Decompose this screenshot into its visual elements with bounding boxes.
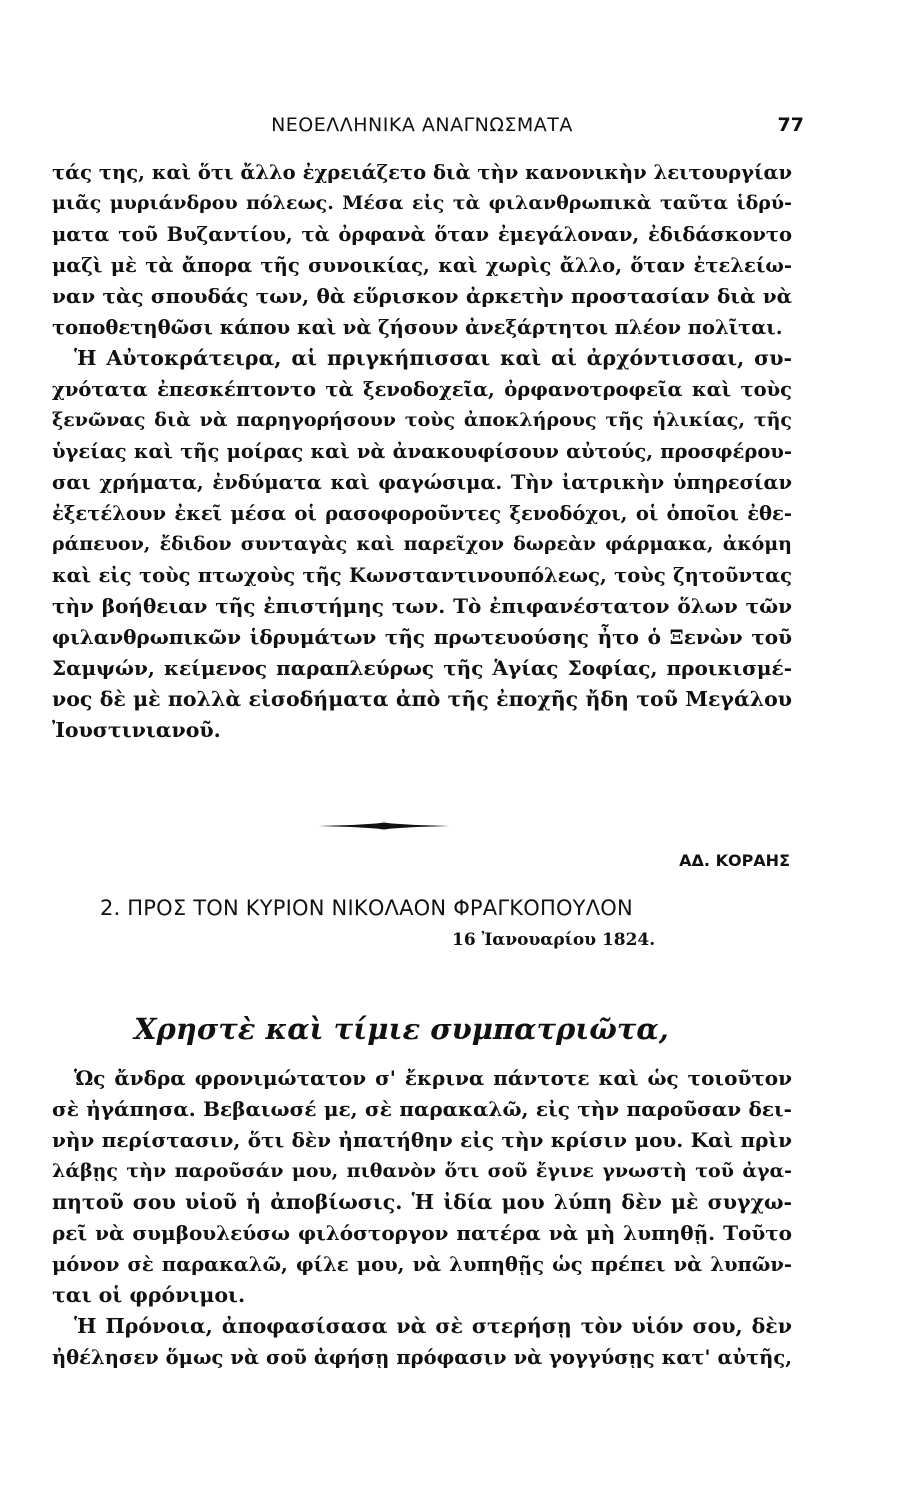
text-line: Ὡς ἄνδρα φρονιμώτατον σ' ἔκρινα πάντοτε καὶ ὡς τοιοῦτον: [74, 1066, 792, 1090]
page-header: [52, 114, 804, 142]
text-line: μαζὶ μὲ τὰ ἄπορα τῆς συνοικίας, καὶ χωρὶς ἄλλο, ὅταν ἐτελείω-: [52, 254, 792, 277]
page-number: 77: [777, 114, 804, 136]
text-line: τοποθετηθῶσι κάπου καὶ νὰ ζήσουν ἀνεξάρτητοι πλέον πολῖται.: [52, 316, 783, 339]
letter-heading: 2. ΠΡΟΣ ΤΟΝ ΚΥΡΙΟΝ ΝΙΚΟΛΑΟΝ ΦΡΑΓΚΟΠΟΥΛΟΝ: [100, 896, 633, 920]
running-title: ΝΕΟΕΛΛΗΝΙΚΑ ΑΝΑΓΝΩΣΜΑΤΑ: [271, 114, 573, 136]
text-line: Ἰουστινιανοῦ.: [52, 718, 221, 742]
text-line: φιλανθρωπικῶν ἱδρυμάτων τῆς πρωτευούσης ἦτο ὁ Ξενὼν τοῦ: [52, 625, 792, 649]
text-line: τάς της, καὶ ὅτι ἄλλο ἐχρειάζετο διὰ τὴν κανονικὴν λειτουργίαν: [52, 161, 792, 184]
text-line: ναν τὰς σπουδάς των, θὰ εὕρισκον ἀρκετὴν προστασίαν διὰ νὰ: [52, 284, 792, 308]
text-line: λάβῃς τὴν παροῦσάν μου, πιθανὸν ὅτι σοῦ ἔγινε γνωστὴ τοῦ ἀγα-: [52, 1160, 792, 1182]
text-line: πητοῦ σου υἱοῦ ἡ ἀποβίωσις. Ἡ ἰδία μου λύπη δὲν μὲ συγχω-: [52, 1190, 792, 1214]
text-line: νος δὲ μὲ πολλὰ εἰσοδήματα ἀπὸ τῆς ἐποχῆς ἤδη τοῦ Μεγάλου: [52, 687, 792, 711]
text-line: μόνον σὲ παρακαλῶ, φίλε μου, νὰ λυπηθῇς ὡς πρέπει νὰ λυπῶν-: [52, 1253, 792, 1276]
text-line: ρεῖ νὰ συμβουλεύσω φιλόστοργον πατέρα νὰ μὴ λυπηθῇ. Τοῦτο: [52, 1221, 792, 1245]
letter-salutation: Χρηστὲ καὶ τίμιε συμπατριῶτα,: [134, 1012, 669, 1046]
text-line: ματα τοῦ Βυζαντίου, τὰ ὀρφανὰ ὅταν ἐμεγάλοναν, ἐδιδάσκοντο: [52, 223, 792, 246]
text-line: σὲ ἠγάπησα. Βεβαιωσέ με, σὲ παρακαλῶ, εἰς τὴν παροῦσαν δει-: [52, 1097, 792, 1121]
author-signature: ΑΔ. ΚΟΡΑΗΣ: [679, 851, 790, 870]
text-line: Ἡ Αὐτοκράτειρα, αἱ πριγκήπισσαι καὶ αἱ ἀρχόντισσαι, συ-: [74, 346, 792, 370]
text-line: ται οἱ φρόνιμοι.: [52, 1283, 246, 1307]
text-line: ἐξετέλουν ἐκεῖ μέσα οἱ ρασοφοροῦντες ξενοδόχοι, οἱ ὁποῖοι ἐθε-: [52, 502, 792, 525]
text-line: χνότατα ἐπεσκέπτοντο τὰ ξενοδοχεῖα, ὀρφανοτροφεῖα καὶ τοὺς: [52, 378, 792, 401]
text-line: τὴν βοήθειαν τῆς ἐπιστήμης των. Τὸ ἐπιφανέστατον ὅλων τῶν: [52, 594, 792, 618]
text-line: μιᾶς μυριάνδρου πόλεως. Μέσα εἰς τὰ φιλανθρωπικὰ ταῦτα ἱδρύ-: [52, 192, 792, 214]
text-line: ξενῶνας διὰ νὰ παρηγορήσουν τοὺς ἀποκλήρους τῆς ἡλικίας, τῆς: [52, 409, 792, 431]
text-line: Ἡ Πρόνοια, ἀποφασίσασα νὰ σὲ στερήσῃ τὸν υἱόν σου, δὲν: [74, 1314, 792, 1338]
letter-body: [52, 1063, 792, 1373]
text-line: ράπευον, ἔδιδον συνταγὰς καὶ παρεῖχον δωρεὰν φάρμακα, ἀκόμη: [52, 533, 792, 555]
ornamental-rule: [318, 822, 450, 830]
text-line: νὴν περίστασιν, ὅτι δὲν ἠπατήθην εἰς τὴν κρίσιν μου. Καὶ πρὶν: [52, 1128, 792, 1152]
body-paragraphs-top: [52, 157, 792, 746]
text-line: ἠθέλησεν ὅμως νὰ σοῦ ἀφήσῃ πρόφασιν νὰ γογγύσῃς κατ' αὐτῆς,: [52, 1346, 792, 1369]
text-line: ὑγείας καὶ τῆς μοίρας καὶ νὰ ἀνακουφίσουν αὐτούς, προσφέρου-: [52, 440, 792, 463]
text-line: σαι χρήματα, ἐνδύματα καὶ φαγώσιμα. Τὴν ἰατρικὴν ὑπηρεσίαν: [52, 471, 792, 494]
text-line: καὶ εἰς τοὺς πτωχοὺς τῆς Κωνσταντινουπόλεως, τοὺς ζητοῦντας: [52, 564, 792, 587]
text-line: Σαμψών, κείμενος παραπλεύρως τῆς Ἁγίας Σοφίας, προικισμέ-: [52, 656, 792, 680]
letter-date: 16 Ἰανουαρίου 1824.: [452, 930, 656, 950]
